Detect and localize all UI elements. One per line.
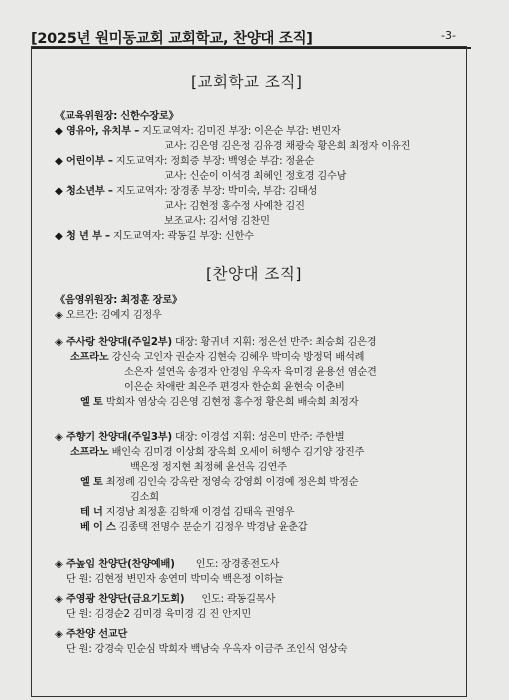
choir4-leader: 인도: 곽동길목사 xyxy=(201,594,276,605)
choir2-head: ◈ 주향기 찬양대(주일3부) xyxy=(55,432,172,443)
choir5-members: 단 원: 강경숙 민순심 박희자 백남숙 우옥자 이금주 조인식 엄상숙 xyxy=(66,644,348,655)
choir3-row xyxy=(55,555,279,570)
choir2-staff: 대장: 이경섭 지휘: 성은미 반주: 주한별 xyxy=(174,432,345,443)
choir1-alto-row xyxy=(80,393,358,408)
choir1-head: ◈ 주사랑 찬양대(주일2부) xyxy=(55,337,172,348)
youth-teachers: 교사: 김현정 홍수정 사예찬 김진 xyxy=(164,201,305,212)
choir1-alto-list: 박희자 염상숙 김은영 김현정 홍수정 황은희 배숙희 최정자 xyxy=(105,397,359,408)
choir2-tenor-label: 테 너 xyxy=(80,507,103,518)
choir1-row xyxy=(55,333,376,348)
children-teachers: 교사: 신순이 이석경 최혜인 정호경 김수남 xyxy=(164,171,347,182)
choir2-alto-row xyxy=(80,473,358,488)
children-staff: 지도교역자: 정희증 부장: 백영순 부감: 정윤순 xyxy=(115,156,315,167)
choir1-alto-label: 엘 토 xyxy=(80,397,103,408)
children-row xyxy=(55,152,314,167)
choir2-soprano-list2: 백은정 정지현 최정혜 윤선옥 김연주 xyxy=(130,462,287,473)
choir2-alto-label: 엘 토 xyxy=(80,477,103,488)
youth-aides: 보조교사: 김서영 김찬민 xyxy=(164,216,270,227)
choir2-bass-list: 김종택 전명수 문순기 김정우 박경남 윤춘갑 xyxy=(118,522,308,533)
youth-row xyxy=(55,182,317,197)
choir1-soprano-list3: 이은순 차애란 최은주 편경자 한순희 윤현숙 이춘비 xyxy=(124,382,345,393)
choir3-leader: 인도: 장경종전도사 xyxy=(195,559,280,570)
choir1-soprano-list1: 강신숙 고인자 권순자 김현숙 김혜우 박미숙 방정덕 배석례 xyxy=(111,352,365,363)
choir2-row xyxy=(55,428,344,443)
choir5-head: ◈ 주찬양 선교단 xyxy=(55,629,128,640)
young-adult-staff: 지도교역자: 곽동길 부장: 신한수 xyxy=(112,231,254,242)
choir1-soprano-row1 xyxy=(70,348,364,363)
choir2-soprano-list1: 배인숙 김미경 이상희 장옥희 오세이 허행수 김기양 장진주 xyxy=(111,447,365,458)
page-number: -3- xyxy=(441,29,456,42)
choir2-soprano-label: 소프라노 xyxy=(70,447,109,458)
choir4-members: 단 원: 김경순2 김미경 육미경 김 진 안지민 xyxy=(66,609,252,620)
school-chair: 《교육위원장: 신한수장로》 xyxy=(55,111,179,122)
choir-section-title: [찬양대 조직] xyxy=(206,265,302,283)
youngchildren-teachers: 교사: 김은영 김은정 김유경 채광숙 황은희 최정자 이유진 xyxy=(164,141,411,152)
choir3-head: ◈ 주높임 찬양단(찬양예배) xyxy=(55,559,175,570)
header-title: [2025년 원미동교회 교회학교, 찬양대 조직] xyxy=(31,31,313,47)
youth-head: ◆ 청소년부 – xyxy=(55,186,113,197)
choir3-members: 단 원: 김현정 변민자 송연미 박미숙 백은정 이하늘 xyxy=(66,574,284,585)
young-adult-row xyxy=(55,227,254,242)
choir1-soprano-list2: 소은자 설연옥 송경자 안경임 우옥자 육미경 윤용선 염순견 xyxy=(124,367,377,378)
young-adult-head: ◆ 청 년 부 – xyxy=(55,231,110,242)
choir2-tenor-list: 지경남 최정훈 김학재 이경섭 김태옥 권영우 xyxy=(105,507,295,518)
choir2-bass-label: 베 이 스 xyxy=(80,522,116,533)
choir1-staff: 대장: 황귀녀 지휘: 정은선 반주: 최승희 김은경 xyxy=(174,337,377,348)
choir2-bass-row xyxy=(80,518,307,533)
choir2-tenor-row xyxy=(80,503,294,518)
choir-chair: 《음영위원장: 최정훈 장로》 xyxy=(55,295,182,306)
organist-row: ◈ 오르간: 김예지 김정우 xyxy=(55,310,162,321)
school-section-title: [교회학교 조직] xyxy=(191,73,303,91)
choir2-alto-list1: 최정례 김인숙 강옥란 정영숙 강영희 이경예 정은희 박정순 xyxy=(105,477,359,488)
children-head: ◆ 어린이부 – xyxy=(55,156,113,167)
choir2-alto-list2: 김소희 xyxy=(130,492,159,503)
youth-staff: 지도교역자: 장경종 부장: 박미숙, 부감: 김태성 xyxy=(115,186,318,197)
youngchildren-staff: 지도교역자: 김미진 부장: 이은순 부감: 변민자 xyxy=(142,126,341,137)
youngchildren-row xyxy=(55,122,341,137)
youngchildren-head: ◆ 영유아, 유치부 – xyxy=(55,126,140,137)
document-header xyxy=(31,27,471,48)
choir4-row xyxy=(55,590,275,605)
choir2-soprano-row1 xyxy=(70,443,364,458)
choir4-head: ◈ 주영광 찬양단(금요기도회) xyxy=(55,594,185,605)
choir1-soprano-label: 소프라노 xyxy=(70,352,109,363)
